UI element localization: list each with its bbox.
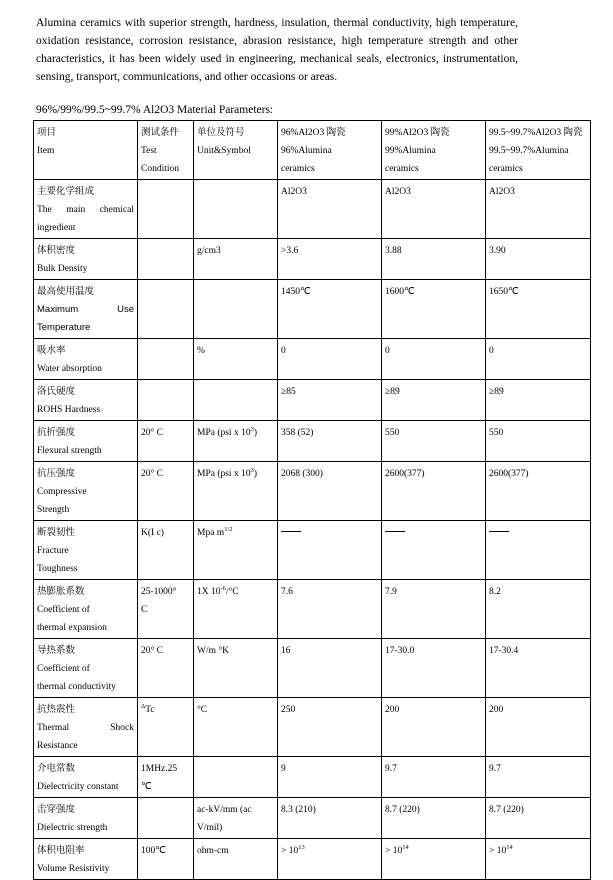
item-cell: 击穿强度 Dielectric strength xyxy=(34,798,138,839)
value-96-cell: Al2O3 xyxy=(278,180,382,239)
unit-cell: °C xyxy=(194,698,278,757)
material-parameters-table xyxy=(33,120,591,880)
item-cell: 断裂韧性 Fracture Toughness xyxy=(34,521,138,580)
value-96-cell: 358 (52) xyxy=(278,421,382,462)
header-item: 项目 Item xyxy=(34,121,138,180)
item-cell: 主要化学组成 The main chemical ingredient xyxy=(34,180,138,239)
value-99-cell: 3.88 xyxy=(382,239,486,280)
value-96-cell: >3.6 xyxy=(278,239,382,280)
value-96-cell: > $10^{13}$ xyxy=(278,839,382,880)
item-cell: 抗压强度 Compressive Strength xyxy=(34,462,138,521)
unit-cell: 1X $10^{-6}/^\circ C$ xyxy=(194,580,278,639)
condition-cell: 20° C xyxy=(138,421,194,462)
unit-cell: W/m °K xyxy=(194,639,278,698)
value-99-7-cell: 0 xyxy=(486,339,591,380)
value-99-cell: 8.7 (220) xyxy=(382,798,486,839)
value-99-cell: ≥89 xyxy=(382,380,486,421)
header-unit-symbol: 单位及符号 Unit&Symbol xyxy=(194,121,278,180)
condition-cell xyxy=(138,180,194,239)
value-99-cell xyxy=(382,521,486,580)
table-row-water-absorption xyxy=(34,339,591,380)
unit-cell xyxy=(194,757,278,798)
value-99-cell: Al2O3 xyxy=(382,180,486,239)
table-row-dielectricity-constant xyxy=(34,757,591,798)
item-cell: 最高使用温度 Maximum Use Temperature xyxy=(34,280,138,339)
table-row-compressive-strength xyxy=(34,462,591,521)
dash-mark xyxy=(281,531,301,532)
dash-mark xyxy=(489,531,509,532)
value-99-7-cell: 8.2 xyxy=(486,580,591,639)
condition-cell: $^\Delta$Tc xyxy=(138,698,194,757)
value-99-cell: 200 xyxy=(382,698,486,757)
table-row-volume-resistivity xyxy=(34,839,591,880)
table-row-thermal-conductivity xyxy=(34,639,591,698)
value-96-cell: 9 xyxy=(278,757,382,798)
table-row-rohs-hardness xyxy=(34,380,591,421)
condition-cell: 25-1000° C xyxy=(138,580,194,639)
value-99-7-cell xyxy=(486,521,591,580)
value-96-cell: 250 xyxy=(278,698,382,757)
value-99-cell: 550 xyxy=(382,421,486,462)
item-cell: 导热系数 Coefficient of thermal conductivity xyxy=(34,639,138,698)
table-row-dielectric-strength xyxy=(34,798,591,839)
value-96-cell: 8.3 (210) xyxy=(278,798,382,839)
value-99-cell: > $10^{14}$ xyxy=(382,839,486,880)
table-row-max-use-temperature xyxy=(34,280,591,339)
item-cell: 热膨胀系数 Coefficient of thermal expansion xyxy=(34,580,138,639)
condition-cell xyxy=(138,798,194,839)
item-cell: 介电常数 Dielectricity constant xyxy=(34,757,138,798)
value-96-cell: 1450℃ xyxy=(278,280,382,339)
value-99-cell: 17-30.0 xyxy=(382,639,486,698)
table-row-main-ingredient xyxy=(34,180,591,239)
condition-cell: 20° C xyxy=(138,462,194,521)
value-99-7-cell: ≥89 xyxy=(486,380,591,421)
condition-cell: K(I c) xyxy=(138,521,194,580)
value-99-7-cell: > $10^{14}$ xyxy=(486,839,591,880)
value-99-cell: 2600(377) xyxy=(382,462,486,521)
unit-cell xyxy=(194,180,278,239)
table-row-flexural-strength xyxy=(34,421,591,462)
header-99-alumina: 99%Al2O3 陶瓷 99%Alumina ceramics xyxy=(382,121,486,180)
condition-cell: 1MHz.25 ℃ xyxy=(138,757,194,798)
value-99-7-cell: Al2O3 xyxy=(486,180,591,239)
value-99-7-cell: 550 xyxy=(486,421,591,462)
value-99-7-cell: 8.7 (220) xyxy=(486,798,591,839)
condition-cell xyxy=(138,380,194,421)
item-cell: 抗折强度 Flexural strength xyxy=(34,421,138,462)
unit-cell: Mpa $m^{1/2}$ xyxy=(194,521,278,580)
unit-cell: % xyxy=(194,339,278,380)
value-99-7-cell: 9.7 xyxy=(486,757,591,798)
table-row-bulk-density xyxy=(34,239,591,280)
value-99-cell: 1600℃ xyxy=(382,280,486,339)
value-99-7-cell: 200 xyxy=(486,698,591,757)
item-cell: 抗热震性 Thermal Shock Resistance xyxy=(34,698,138,757)
condition-cell xyxy=(138,339,194,380)
unit-cell: ohm-cm xyxy=(194,839,278,880)
value-99-cell: 7.9 xyxy=(382,580,486,639)
header-96-alumina: 96%Al2O3 陶瓷 96%Alumina ceramics xyxy=(278,121,382,180)
value-99-7-cell: 2600(377) xyxy=(486,462,591,521)
table-row-fracture-toughness xyxy=(34,521,591,580)
condition-cell xyxy=(138,280,194,339)
table-caption: 96%/99%/99.5~99.7% Al2O3 Material Parameters: xyxy=(36,104,274,116)
value-96-cell xyxy=(278,521,382,580)
value-99-7-cell: 3.90 xyxy=(486,239,591,280)
dash-mark xyxy=(385,531,405,532)
value-99-7-cell: 17-30.4 xyxy=(486,639,591,698)
item-cell: 吸水率 Water absorption xyxy=(34,339,138,380)
item-cell: 体积电阻率 Volume Resistivity xyxy=(34,839,138,880)
unit-cell: MPa (psi x $10^3$) xyxy=(194,462,278,521)
condition-cell: 100℃ xyxy=(138,839,194,880)
unit-cell xyxy=(194,380,278,421)
unit-cell: MPa (psi x $10^3$) xyxy=(194,421,278,462)
item-cell: 洛氏硬度 ROHS Hardness xyxy=(34,380,138,421)
header-test-condition: 测试条件 Test Condition xyxy=(138,121,194,180)
value-99-cell: 9.7 xyxy=(382,757,486,798)
value-96-cell: 2068 (300) xyxy=(278,462,382,521)
table-row-thermal-shock xyxy=(34,698,591,757)
table-row-thermal-expansion xyxy=(34,580,591,639)
unit-cell: g/cm3 xyxy=(194,239,278,280)
item-cell: 体积密度 Bulk Density xyxy=(34,239,138,280)
unit-cell: ac-kV/mm (ac V/mil) xyxy=(194,798,278,839)
value-96-cell: 16 xyxy=(278,639,382,698)
condition-cell: 20° C xyxy=(138,639,194,698)
value-96-cell: ≥85 xyxy=(278,380,382,421)
intro-paragraph: Alumina ceramics with superior strength, hardness, insulation, thermal conductivity, high temperature, oxidation resistance, corrosion resistance, abrasion resistance, high temperature strength and other characteristics, it has been widely used in engineering, mechanical seals, electronics, instrumentation, sensing, transport, communications, and other occasions or areas. xyxy=(36,17,518,83)
value-96-cell: 0 xyxy=(278,339,382,380)
table-header-row xyxy=(34,121,591,180)
unit-cell xyxy=(194,280,278,339)
value-99-7-cell: 1650℃ xyxy=(486,280,591,339)
value-96-cell: 7.6 xyxy=(278,580,382,639)
value-99-cell: 0 xyxy=(382,339,486,380)
condition-cell xyxy=(138,239,194,280)
header-99-7-alumina: 99.5~99.7%Al2O3 陶瓷 99.5~99.7%Alumina ceramics xyxy=(486,121,591,180)
